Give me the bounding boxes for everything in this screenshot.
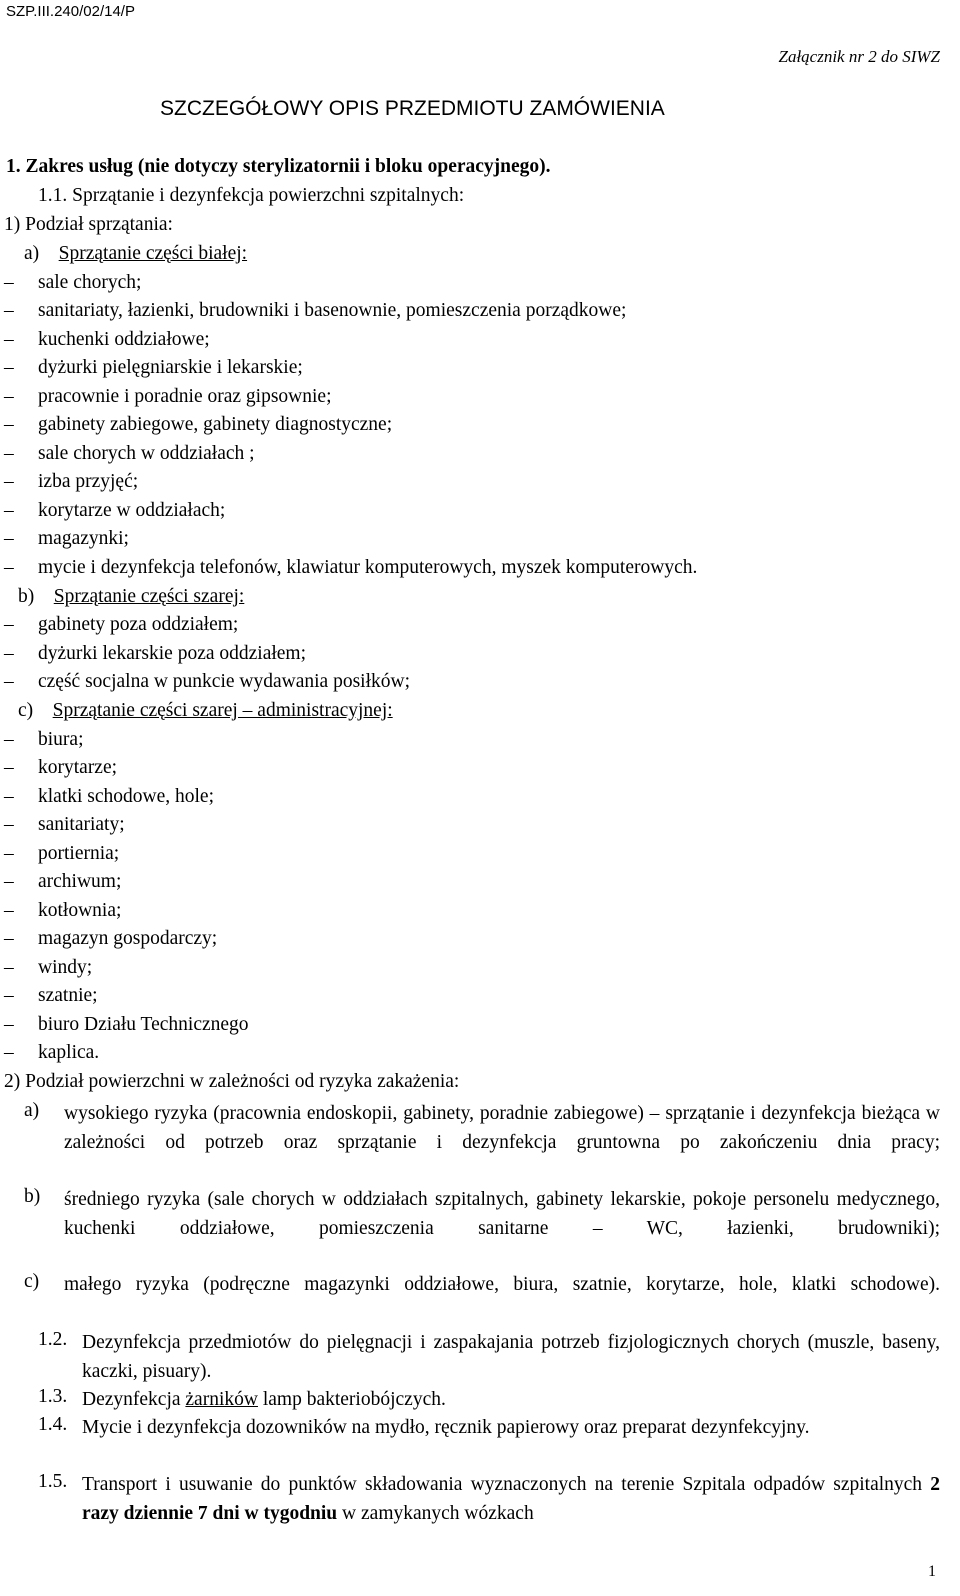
list-item: – magazynki; [4,528,129,549]
document-reference: SZP.III.240/02/14/P [6,3,135,20]
list-item: – dyżurki pielęgniarskie i lekarskie; [4,357,303,378]
list-item: – kotłownia; [4,900,122,921]
list-item: – sanitariaty, łazienki, brudowniki i basenownie, pomieszczenia porządkowe; [4,300,627,321]
dash-icon: – [4,528,14,549]
dash-icon: – [4,329,14,350]
dash-icon: – [4,443,14,464]
dash-icon: – [4,957,14,978]
dash-icon: – [4,500,14,521]
list-item: – korytarze; [4,757,118,778]
dash-icon: – [4,928,14,949]
dash-icon: – [4,729,14,750]
risk-item [24,1186,940,1272]
risk-item-label: b) [24,1186,41,1207]
dash-icon: – [4,614,14,635]
risk-item-text: średniego ryzyka (sale chorych w oddziałach szpitalnych, gabinety lekarskie, pokoje personelu medycznego, kuchenki oddziałowe, pomieszczenia sanitarne – WC, łazienki, brudowniki); [64,1189,940,1239]
part-b-label: b) [18,586,35,607]
dash-icon: – [4,871,14,892]
list-item: – archiwum; [4,871,122,892]
risk-item-text: małego ryzyka (podręczne magazynki oddziałowe, biura, szatnie, korytarze, hole, klatki schodowe). [64,1274,940,1295]
risk-item [24,1271,940,1329]
list-item: – windy; [4,957,93,978]
part-c-heading [18,700,393,722]
dash-icon: – [4,900,14,921]
list-item: – pracownie i poradnie oraz gipsownie; [4,386,332,407]
dash-icon: – [4,300,14,321]
numbered-item-label: 1.5. [38,1471,68,1492]
point-1-heading: 1) Podział sprzątania: [4,214,173,235]
dash-icon: – [4,357,14,378]
risk-item-label: a) [24,1100,40,1121]
numbered-item-label: 1.3. [38,1386,68,1407]
dash-icon: – [4,814,14,835]
list-item: – izba przyjęć; [4,471,139,492]
dash-icon: – [4,786,14,807]
risk-item [24,1100,940,1186]
risk-item-text: wysokiego ryzyka (pracownia endoskopii, gabinety, poradnie zabiegowe) – sprzątanie i dezynfekcja bieżąca w zależności od potrzeb oraz sprzątanie i dezynfekcja gruntowna po zakończeniu dnia pracy; [64,1103,940,1153]
dash-icon: – [4,471,14,492]
list-item: – klatki schodowe, hole; [4,786,215,807]
list-item: – magazyn gospodarczy; [4,928,218,949]
dash-icon: – [4,643,14,664]
dash-icon: – [4,414,14,435]
part-c-title: Sprzątanie części szarej – administracyjnej: [52,700,393,721]
section-1-heading: 1. Zakres usług (nie dotyczy sterylizatornii i bloku operacyjnego). [6,156,551,177]
page-number: 1 [928,1563,936,1580]
numbered-item-text: Dezynfekcja żarników lamp bakteriobójczych. [82,1389,446,1410]
list-item: – korytarze w oddziałach; [4,500,226,521]
dash-icon: – [4,757,14,778]
risk-item-label: c) [24,1271,40,1292]
numbered-item-text: Transport i usuwanie do punktów składowania wyznaczonych na terenie Szpitala odpadów szpitalnych 2 razy dziennie 7 dni w tygodniu w zamykanych wózkach [82,1474,940,1524]
numbered-item-text: Mycie i dezynfekcja dozowników na mydło, ręcznik papierowy oraz preparat dezynfekcyjny. [82,1417,810,1438]
dash-icon: – [4,843,14,864]
list-item: – sale chorych; [4,272,142,293]
dash-icon: – [4,272,14,293]
part-c-label: c) [18,700,34,721]
dash-icon: – [4,985,14,1006]
dash-icon: – [4,671,14,692]
list-item: – dyżurki lekarskie poza oddziałem; [4,643,307,664]
list-item: – kuchenki oddziałowe; [4,329,210,350]
list-item: – szatnie; [4,985,98,1006]
list-item: – sale chorych w oddziałach ; [4,443,255,464]
list-item: – biura; [4,729,84,750]
part-a-label: a) [24,243,40,264]
list-item: – biuro Działu Technicznego [4,1014,249,1035]
list-item: – część socjalna w punkcie wydawania posiłków; [4,671,411,692]
subsection-1-1-heading: 1.1. Sprzątanie i dezynfekcja powierzchni szpitalnych: [38,185,465,206]
list-item: – sanitariaty; [4,814,125,835]
part-b-title: Sprzątanie części szarej: [53,586,245,607]
list-item: – mycie i dezynfekcja telefonów, klawiatur komputerowych, myszek komputerowych. [4,557,698,578]
list-item: – gabinety zabiegowe, gabinety diagnostyczne; [4,414,393,435]
dash-icon: – [4,557,14,578]
list-item: – portiernia; [4,843,120,864]
part-b-heading [18,586,244,608]
part-a-heading [24,243,247,265]
attachment-label: Załącznik nr 2 do SIWZ [778,47,940,66]
dash-icon: – [4,386,14,407]
document-title: SZCZEGÓŁOWY OPIS PRZEDMIOTU ZAMÓWIENIA [160,97,665,120]
dash-icon: – [4,1042,14,1063]
numbered-item-text: Dezynfekcja przedmiotów do pielęgnacji i zaspakajania potrzeb fizjologicznych chorych (muszle, baseny, kaczki, pisuary). [82,1332,940,1382]
part-a-title: Sprzątanie części białej: [58,243,248,264]
list-item: – kaplica. [4,1042,100,1063]
numbered-item-label: 1.2. [38,1329,68,1350]
dash-icon: – [4,1014,14,1035]
list-item: – gabinety poza oddziałem; [4,614,239,635]
numbered-item-label: 1.4. [38,1414,68,1435]
point-2-heading: 2) Podział powierzchni w zależności od ryzyka zakażenia: [4,1071,460,1092]
